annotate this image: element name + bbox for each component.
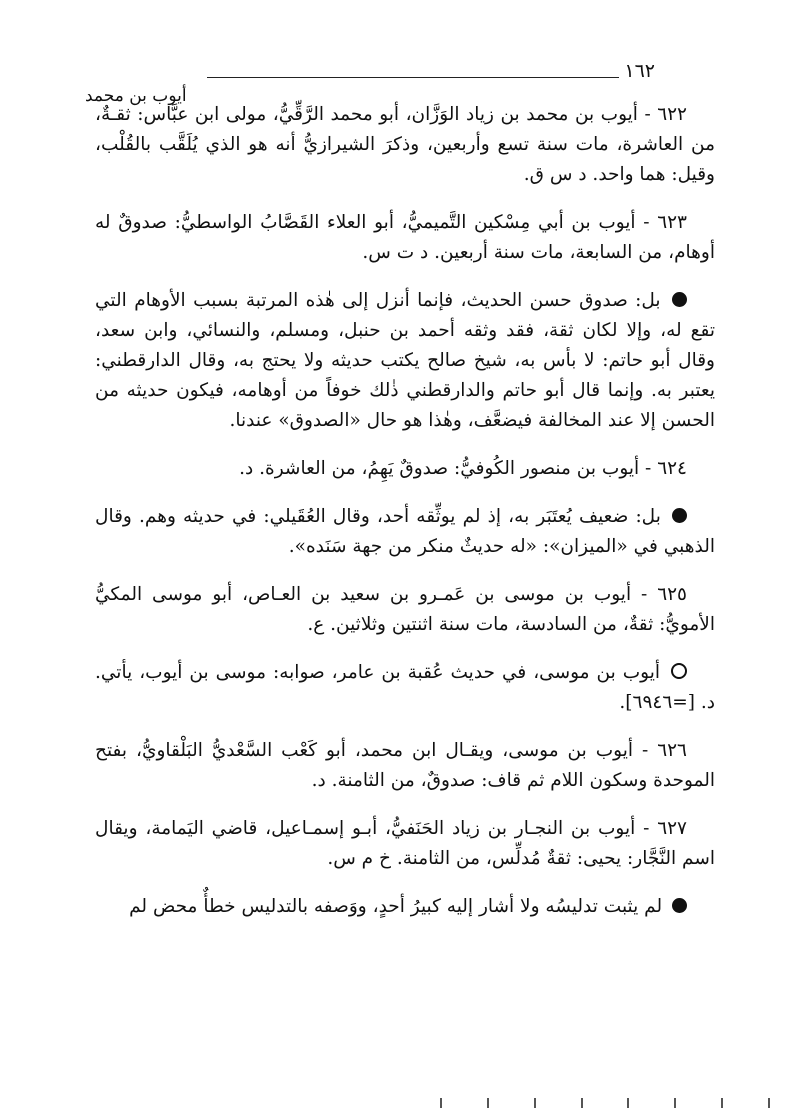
- entry-text: ٦٢٥ - أيوب بن موسى بن عَمـرو بن سعيد بن العـاص، أبو موسى المكيُّ الأمويُّ: ثقةٌ، من السادسة، مات سنة اثنتين وثلاثين. ع.: [95, 584, 715, 635]
- scan-mark: [627, 1098, 629, 1108]
- page-number: ١٦٢: [624, 60, 655, 82]
- filled-circle-icon: [672, 508, 687, 523]
- running-head: أيوب بن محمد: [85, 86, 187, 106]
- entry-text: ٦٢٤ - أيوب بن منصور الكُوفيُّ: صدوقٌ يَهِمُ، من العاشرة. د.: [239, 458, 687, 479]
- scan-mark: [674, 1098, 676, 1108]
- entry-626: [95, 736, 715, 796]
- cross-reference-note: [95, 658, 715, 718]
- entry-624: [95, 454, 715, 484]
- scan-mark: [721, 1098, 723, 1108]
- commentary-627: [95, 892, 715, 922]
- page-header: [85, 60, 655, 106]
- cross-reference-text: أيوب بن موسى، في حديث عُقبة بن عامر، صوابه: موسى بن أيوب، يأتي. د. [=٦٩٤٦].: [95, 662, 715, 713]
- filled-circle-icon: [672, 898, 687, 913]
- entry-627: [95, 814, 715, 874]
- entry-622: [95, 100, 715, 190]
- commentary-624: [95, 502, 715, 562]
- entry-623: [95, 208, 715, 268]
- entry-text: ٦٢٢ - أيوب بن محمد بن زياد الوَزَّان، أبو محمد الرَّقِّيُّ، مولى ابن عبَّاس: ثقـةٌ، من العاشرة، مات سنة تسع وأربعين، وذكرَ الشيرازيُّ أنه هو الذي يُلَقَّب بالقُلْب، وقيل: هما واحد. د س ق.: [95, 104, 715, 185]
- page-body: [95, 100, 715, 940]
- entry-text: ٦٢٧ - أيوب بن النجـار بن زياد الحَنَفيُّ، أبـو إسمـاعيل، قاضي اليَمامة، ويقال اسم النَّجَّار: يحيى: ثقةٌ مُدلِّس، من الثامنة. خ م س.: [95, 818, 715, 869]
- commentary-text: بل: صدوق حسن الحديث، فإنما أنزل إلى هٰذه المرتبة بسبب الأوهام التي تقع له، وإلا لكان ثقة، فقد وثقه أحمد بن حنبل، ومسلم، والنسائي، وابن سعد، وقال أبو حاتم: لا بأس به، شيخ صالح يكتب حديثه ولا يحتج به، وقال الدارقطني: يعتبر به. وإنما قال أبو حاتم والدارقطني ذٰلك خوفاً من أوهامه، فيكون حديثه من الحسن إلا عند المخالفة فيضعَّف، وهٰذا هو حال «الصدوق» عندنا.: [95, 290, 715, 431]
- scan-mark: [768, 1098, 770, 1108]
- commentary-623: [95, 286, 715, 436]
- entry-625: [95, 580, 715, 640]
- header-rule: [207, 77, 619, 78]
- entry-text: ٦٢٣ - أيوب بن أبي مِسْكين التَّميميُّ، أبو العلاء القَصَّابُ الواسطيُّ: صدوقٌ له أوهام، من السابعة، مات سنة أربعين. د ت س.: [95, 212, 715, 263]
- commentary-text: لم يثبت تدليسُه ولا أشار إليه كبيرُ أحدٍ، ووَصفه بالتدليس خطأٌ محض لم: [129, 896, 663, 917]
- commentary-text: بل: ضعيف يُعتَبَر به، إذ لم يوثِّقه أحد، وقال العُقَيلي: في حديثه وهم. وقال الذهبي في «الميزان»: «له حديثٌ منكر من جهة سَنَده».: [95, 506, 715, 557]
- hollow-circle-icon: [671, 663, 687, 679]
- scan-mark: [534, 1098, 536, 1108]
- scan-edge-marks: [440, 1098, 770, 1112]
- scan-mark: [487, 1098, 489, 1108]
- filled-circle-icon: [672, 292, 687, 307]
- entry-text: ٦٢٦ - أيوب بن موسى، ويقـال ابن محمد، أبو كَعْب السَّعْديُّ البَلْقاويُّ، بفتح الموحدة وسكون اللام ثم قاف: صدوقٌ، من الثامنة. د.: [95, 740, 715, 791]
- scan-mark: [440, 1098, 442, 1108]
- scan-mark: [581, 1098, 583, 1108]
